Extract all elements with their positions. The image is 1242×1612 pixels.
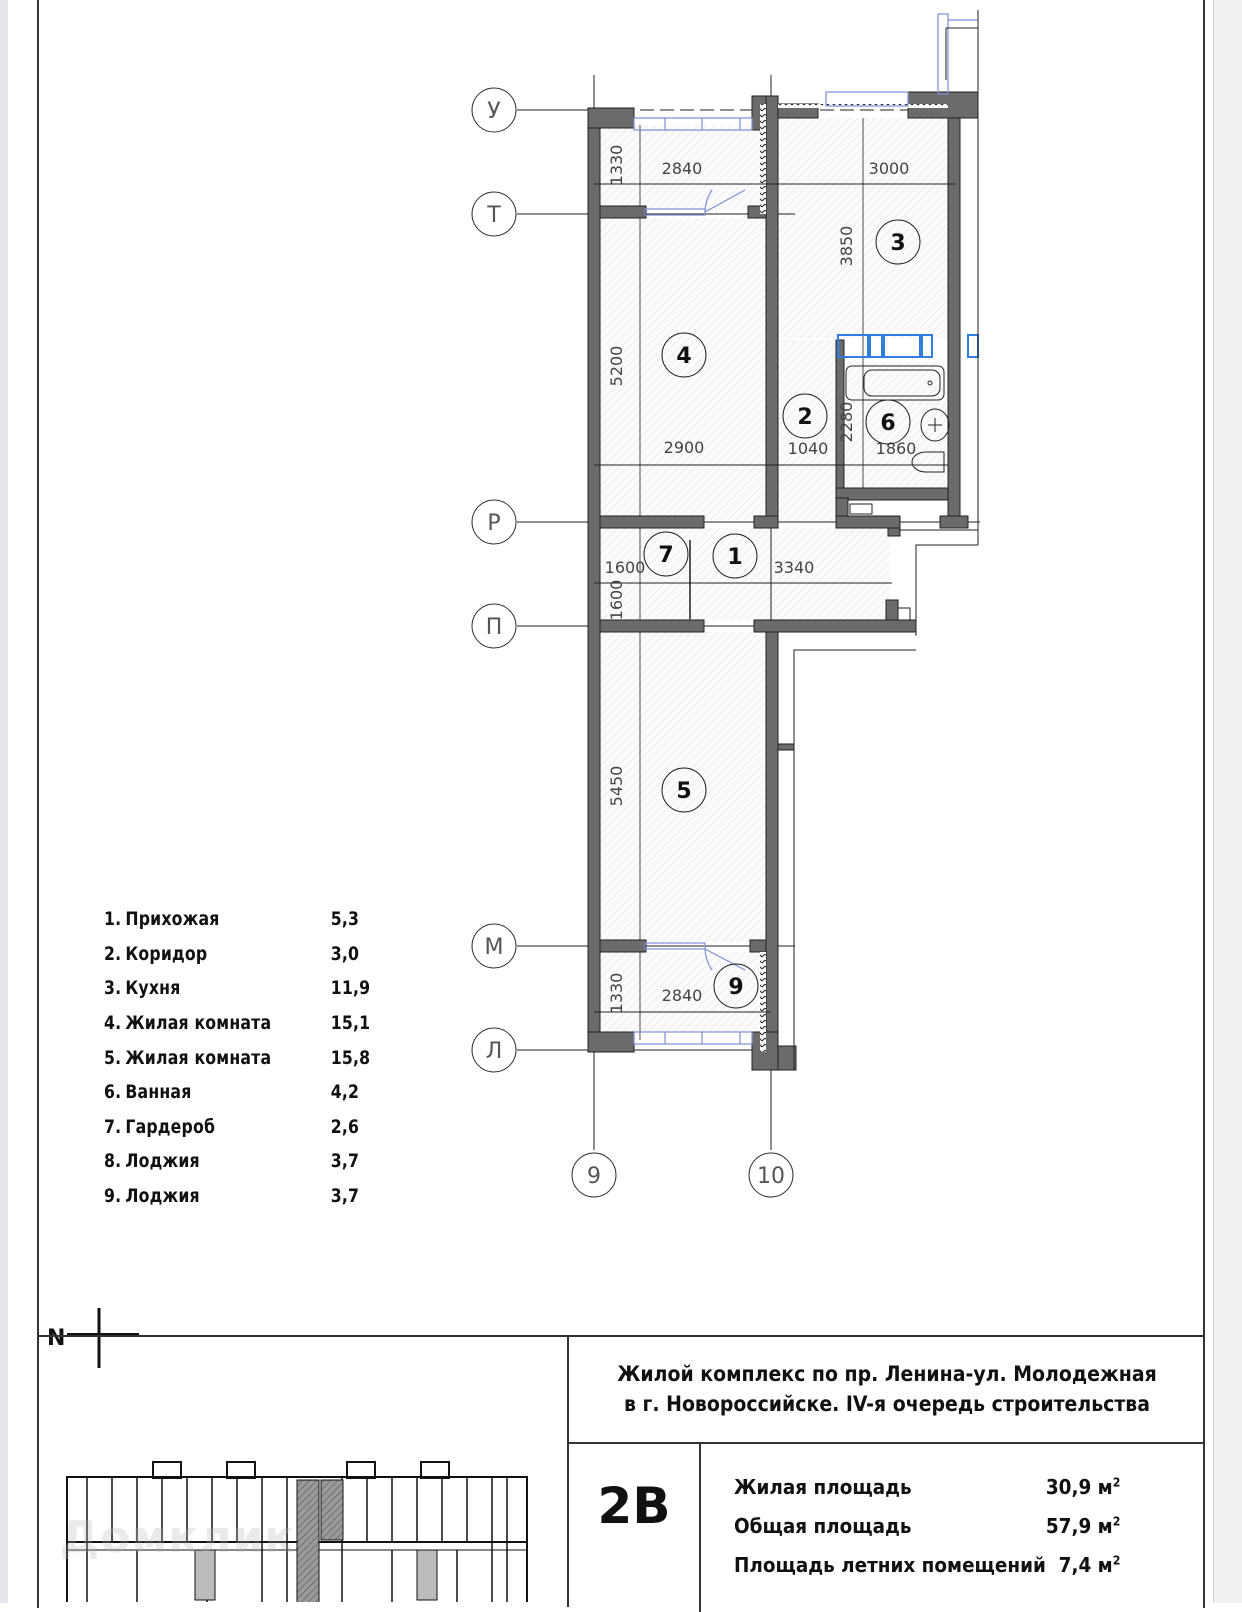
dimension-label: 2840 [661,159,703,178]
highlight-section-1 [297,1480,319,1602]
legend-num: 5. [104,1046,122,1069]
axis-bubble [572,1153,616,1197]
legend-num: 3. [104,977,122,1000]
legend-name: Ванная [125,1081,192,1104]
svg-text:3: 3 [890,231,906,256]
legend-name: Жилая комната [125,1046,272,1069]
project-title [601,1359,1173,1419]
legend-item [104,902,380,937]
building-keyplan [57,1372,557,1602]
legend-item [104,1179,380,1214]
legend-name: Прихожая [125,908,220,931]
area-label: Общая площадь [734,1513,912,1538]
svg-text:6: 6 [880,411,896,436]
svg-text:М: М [484,935,504,960]
area-summary [734,1467,1154,1584]
legend-num: 8. [104,1150,122,1173]
legend-area: 3,7 [330,1150,360,1173]
dimension-label: 1860 [875,439,917,458]
legend-num: 9. [104,1185,122,1208]
legend-num: 7. [104,1115,122,1138]
svg-text:5: 5 [676,779,692,804]
dimension-label: 1330 [607,144,626,186]
svg-text:2: 2 [797,405,813,430]
legend-area: 15,8 [330,1046,371,1069]
axis-bubble [472,604,516,648]
project-title-line1: Жилой комплекс по пр. Ленина-ул. Молодежная [617,1362,1157,1386]
svg-text:4: 4 [676,344,692,369]
dimension-label: 1040 [787,439,829,458]
legend-name: Кухня [125,977,181,1000]
project-title-line2: в г. Новороссийске. IV-я очередь строительства [623,1392,1151,1416]
svg-text:Т: Т [487,203,501,228]
svg-text:1: 1 [727,545,743,570]
dimension-label: 3340 [773,558,815,577]
svg-text:10: 10 [757,1164,785,1189]
title-divider-horizontal [567,1442,1205,1444]
axis-bubble [472,1028,516,1072]
area-label: Площадь летних помещений [734,1552,1046,1577]
dimension-label: 5450 [607,765,626,807]
legend-area: 3,7 [330,1185,360,1208]
dimension-label: 5200 [607,345,626,387]
legend-name: Коридор [125,942,208,965]
area-label: Жилая площадь [734,1474,912,1499]
legend-name: Лоджия [125,1150,200,1173]
area-row [734,1545,1120,1584]
legend-area: 15,1 [330,1012,371,1035]
legend-area: 2,6 [330,1115,360,1138]
watermark: Домклик [60,1512,296,1563]
svg-text:9: 9 [587,1164,601,1189]
title-divider-vertical-2 [699,1442,701,1612]
legend-name: Лоджия [125,1185,200,1208]
area-value: 7,4 $м^2$ [1058,1552,1121,1577]
legend-area: 5,3 [330,908,360,931]
svg-text:9: 9 [728,975,744,1000]
legend-item [104,1006,380,1041]
legend-num: 1. [104,908,122,931]
legend-item [104,937,380,972]
north-label: N [47,1326,66,1351]
legend-area: 3,0 [330,942,360,965]
dimension-label: 2280 [837,401,856,443]
dimension-label: 2900 [663,438,705,457]
legend-item [104,1075,380,1110]
area-row [734,1467,1120,1506]
svg-text:Р: Р [487,511,501,536]
title-block [37,1335,1205,1605]
legend-area: 11,9 [330,977,371,1000]
dimension-label: 2840 [661,986,703,1005]
title-divider-vertical [567,1337,569,1607]
area-value: 30,9 $м^2$ [1045,1474,1121,1499]
axis-bubble [472,88,516,132]
apartment-code: 2В [597,1477,671,1535]
legend-name: Гардероб [125,1115,216,1138]
legend-num: 2. [104,942,122,965]
legend-area: 4,2 [330,1081,360,1104]
legend-item [104,1110,380,1145]
legend-item [104,1144,380,1179]
svg-text:П: П [485,615,503,640]
highlight-section-2 [321,1480,343,1540]
axis-bubble [472,924,516,968]
legend-num: 6. [104,1081,122,1104]
area-value: 57,9 $м^2$ [1045,1513,1121,1538]
axis-bubble [472,192,516,236]
legend-item [104,1040,380,1075]
axis-bubble [749,1153,793,1197]
legend-item [104,971,380,1006]
legend-num: 4. [104,1012,122,1035]
axis-bubble [472,500,516,544]
dimension-label: 3850 [837,225,856,267]
legend-name: Жилая комната [125,1012,272,1035]
room-legend [104,902,404,1213]
area-row [734,1506,1120,1545]
dimension-label: 3000 [868,159,910,178]
svg-text:У: У [487,99,501,124]
dimension-label: 1600 [607,579,626,621]
svg-text:7: 7 [658,543,674,568]
dimension-label: 1330 [607,972,626,1014]
svg-text:Л: Л [485,1039,503,1064]
dimension-label: 1600 [604,558,646,577]
